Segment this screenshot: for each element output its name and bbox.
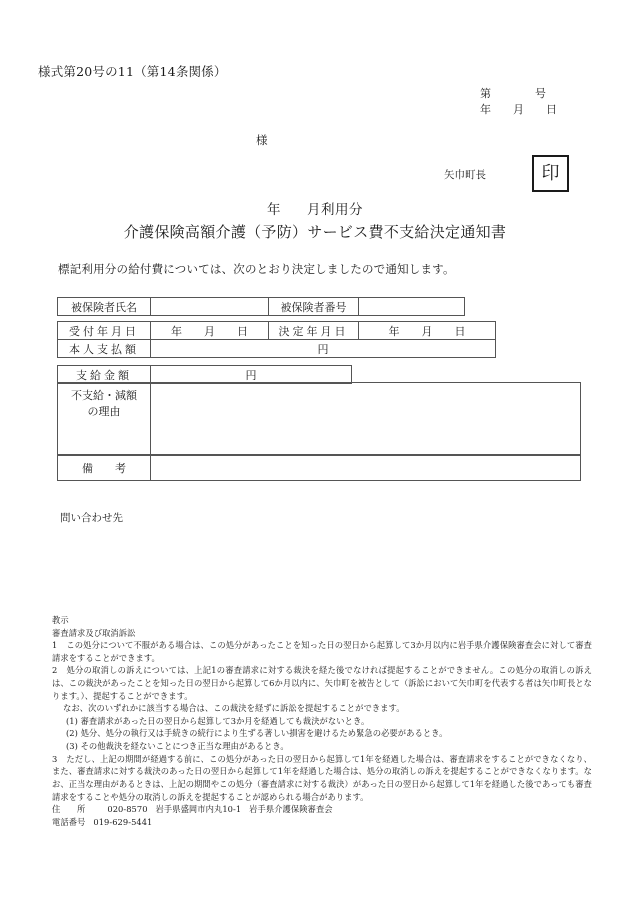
notice-subitem-1: (1) 審査請求があった日の翌日から起算して3か月を経過しても裁決がないとき。 bbox=[66, 715, 370, 726]
form-number: 様式第20号の11（第14条関係） bbox=[38, 64, 227, 79]
self-payment-label: 本人支払額 bbox=[58, 340, 151, 358]
seal-stamp-box: 印 bbox=[532, 155, 569, 192]
document-number-field: 第 号 bbox=[480, 87, 546, 100]
dates-and-payment-table bbox=[57, 321, 496, 358]
reason-label bbox=[58, 383, 151, 456]
title-usage-period bbox=[0, 198, 630, 218]
notice-subitem-3: (3) その他裁決を経ないことにつき正当な理由があるとき。 bbox=[66, 741, 289, 752]
decision-date-value[interactable]: 年 月 日 bbox=[359, 322, 496, 340]
benefit-amount-value[interactable]: 円 bbox=[151, 366, 352, 384]
reason-label-line1: 不支給・減額 bbox=[71, 389, 137, 402]
remarks-value[interactable] bbox=[151, 455, 581, 481]
insured-name-label: 被保険者氏名 bbox=[58, 298, 151, 316]
notice-item-2 bbox=[52, 664, 592, 702]
remarks-label: 備 考 bbox=[58, 455, 151, 481]
title-month-label: 月利用分 bbox=[307, 202, 363, 218]
notice-item-2-number: 2 bbox=[52, 665, 58, 676]
address-label: 住 所 bbox=[52, 804, 86, 815]
phone-label: 電話番号 bbox=[52, 816, 86, 827]
notice-item-1 bbox=[52, 639, 592, 664]
address-street: 岩手県盛岡市内丸10-1 bbox=[155, 804, 242, 815]
title-year-label: 年 bbox=[267, 202, 281, 218]
document-date-field: 年 月 日 bbox=[480, 103, 557, 116]
notice-item-3-number: 3 bbox=[52, 753, 58, 764]
decision-date-label: 決定年月日 bbox=[269, 322, 359, 340]
insured-number-value[interactable] bbox=[359, 298, 465, 316]
notice-item-3-text: ただし、上記の期間が経過する前に、この処分があった日の翌日から起算して1年を経過した場合は、審査請求をすることができなくなり、また、審査請求に対する裁決のあった日の翌日から起算して1年を経過した場合は、処分の取消しの訴えを提起することができなくなります。なお、正当な理由があるときは、上記の期間やこの処分（審査請求に対する裁決）があった日の翌日から起算して1年を経過した後であっても審査請求をすることや処分の取消しの訴えを提起することが認められる場合があります。 bbox=[52, 753, 592, 802]
receipt-date-value[interactable]: 年 月 日 bbox=[151, 322, 269, 340]
table-row bbox=[58, 366, 352, 384]
address-postal-code: 020-8570 bbox=[107, 804, 148, 815]
insured-number-label: 被保険者番号 bbox=[269, 298, 359, 316]
notice-item-1-number: 1 bbox=[52, 640, 58, 651]
table-row bbox=[58, 340, 496, 358]
reason-label-line2: の理由 bbox=[87, 404, 121, 418]
notice-item-2-note: なお、次のいずれかに該当する場合は、この裁決を経ずに訴訟を提起することができます。 bbox=[63, 703, 405, 714]
document-title: 介護保険高額介護（予防）サービス費不支給決定通知書 bbox=[123, 223, 507, 241]
phone-number: 019-629-5441 bbox=[93, 816, 153, 827]
self-payment-value[interactable]: 円 bbox=[151, 340, 496, 358]
insured-name-value[interactable] bbox=[151, 298, 269, 316]
benefit-amount-label: 支給金額 bbox=[58, 366, 151, 384]
table-row bbox=[58, 383, 581, 456]
notice-item-3 bbox=[52, 753, 592, 803]
remarks-table bbox=[57, 454, 581, 481]
intro-sentence: 標記利用分の給付費については、次のとおり決定しましたので通知します。 bbox=[58, 262, 455, 276]
appeal-board-address bbox=[52, 803, 592, 816]
contact-label: 問い合わせ先 bbox=[60, 512, 123, 524]
notice-item-1-text: この処分について不服がある場合は、この処分があったことを知った日の翌日から起算して3か月以内に岩手県介護保険審査会に対して審査請求をすることができます。 bbox=[52, 640, 592, 663]
table-row bbox=[58, 298, 465, 316]
reason-value[interactable] bbox=[151, 383, 581, 456]
receipt-date-label: 受付年月日 bbox=[58, 322, 151, 340]
notice-subitem-2: (2) 処分、処分の執行又は手続きの続行により生ずる著しい損害を避けるため緊急の必要があるとき。 bbox=[66, 728, 448, 739]
appeal-board-phone bbox=[52, 816, 592, 829]
issuer-name: 矢巾町長 bbox=[444, 169, 486, 181]
reason-table bbox=[57, 382, 581, 456]
recipient-honorific: 様 bbox=[256, 133, 268, 147]
table-row bbox=[58, 455, 581, 481]
insured-info-table bbox=[57, 297, 465, 316]
notice-item-2-text: 処分の取消しの訴えについては、上記1の審査請求に対する裁決を経た後でなければ提起することができません。この処分の取消しの訴えは、この裁決があったことを知った日の翌日から起算して6か月以内に、矢巾町を被告として（訴訟において矢巾町を代表する者は矢巾町長となります。）、提起することができます。 bbox=[52, 665, 592, 701]
table-row bbox=[58, 322, 496, 340]
notice-heading-appeal: 審査請求及び取消訴訟 bbox=[52, 627, 136, 638]
address-organization: 岩手県介護保険審査会 bbox=[249, 804, 333, 815]
legal-notice-section bbox=[52, 614, 592, 828]
notice-heading-instruction: 教示 bbox=[52, 615, 69, 625]
